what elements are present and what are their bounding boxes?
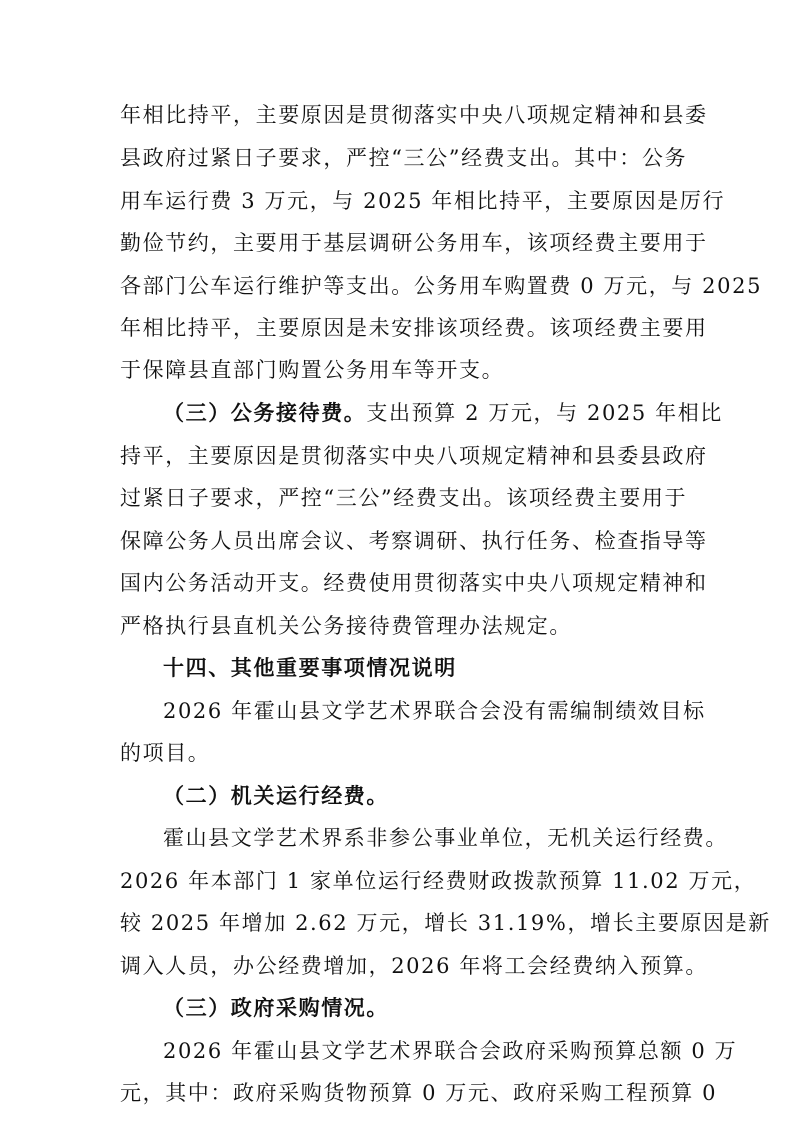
reception-heading: （三）公务接待费。 (163, 401, 367, 425)
text-line: 国内公务活动开支。经费使用贯彻落实中央八项规定精神和 (120, 571, 708, 595)
text-line: 元，其中：政府采购货物预算 0 万元、政府采购工程预算 0 (120, 1081, 718, 1105)
text-line: 2026 年霍山县文学艺术界联合会政府采购预算总额 0 万 (163, 1039, 738, 1063)
text-line: 年相比持平，主要原因是贯彻落实中央八项规定精神和县委 (120, 103, 708, 127)
reception-first-text: 支出预算 2 万元，与 2025 年相比 (366, 401, 723, 425)
section-14-heading: 十四、其他重要事项情况说明 (163, 656, 457, 680)
text-line: 持平，主要原因是贯彻落实中央八项规定精神和县委县政府 (120, 444, 708, 468)
subheading-procurement: （三）政府采购情况。 (163, 996, 389, 1020)
text-line: 2026 年本部门 1 家单位运行经费财政拨款预算 11.02 万元， (120, 869, 757, 893)
text-line: 用车运行费 3 万元，与 2025 年相比持平，主要原因是厉行 (120, 189, 726, 213)
text-line: 于保障县直部门购置公务用车等开支。 (120, 358, 505, 382)
text-line: 的项目。 (120, 741, 211, 765)
text-line: 调入人员，办公经费增加，2026 年将工会经费纳入预算。 (120, 954, 708, 978)
text-line: 县政府过紧日子要求，严控“三公”经费支出。其中：公务 (120, 146, 688, 170)
text-line: 年相比持平，主要原因是未安排该项经费。该项经费主要用 (120, 316, 708, 340)
text-line: 各部门公车运行维护等支出。公务用车购置费 0 万元，与 2025 (120, 274, 763, 298)
text-line: 勤俭节约，主要用于基层调研公务用车，该项经费主要用于 (120, 231, 708, 255)
text-line: 过紧日子要求，严控“三公”经费支出。该项经费主要用于 (120, 486, 688, 510)
text-line: 较 2025 年增加 2.62 万元，增长 31.19%，增长主要原因是新 (120, 911, 771, 935)
text-line: 严格执行县直机关公务接待费管理办法规定。 (120, 614, 572, 638)
reception-paragraph-first-line (0, 403, 793, 424)
subheading-operating-funds: （二）机关运行经费。 (163, 784, 389, 808)
text-line: 2026 年霍山县文学艺术界联合会没有需编制绩效目标 (163, 699, 706, 723)
text-line: 霍山县文学艺术界系非参公事业单位，无机关运行经费。 (163, 826, 728, 850)
text-line: 保障公务人员出席会议、考察调研、执行任务、检查指导等 (120, 529, 708, 553)
